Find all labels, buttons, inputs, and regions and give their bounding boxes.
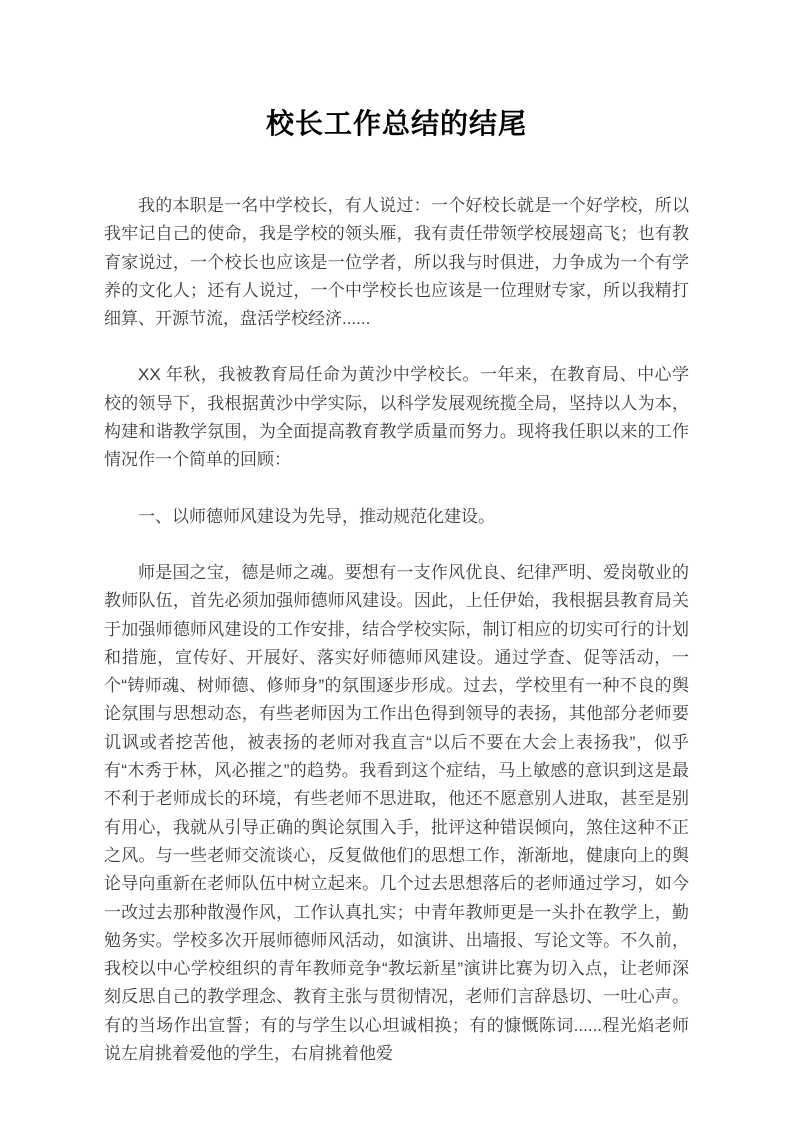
section-heading-1: 一、以师德师风建设为先导，推动规范化建设。: [138, 506, 495, 526]
paragraph-appointment: XX 年秋，我被教育局任命为黄沙中学校长。一年来，在教育局、中心学校的领导下，我根据黄沙中学实际，以科学发展观统揽全局，坚持以人为本，构建和谐教学氛围，为全面提高教育教学质量而努力。现将我任职以来的工作情况作一个简单的回顾：: [104, 365, 689, 470]
document-title: 校长工作总结的结尾: [265, 108, 527, 139]
paragraph-intro: 我的本职是一名中学校长，有人说过：一个好校长就是一个好学校，所以我牢记自己的使命，我是学校的领头雁，我有责任带领学校展翅高飞；也有教育家说过，一个校长也应该是一位学者，所以我与时俱进，力争成为一个有学养的文化人；还有人说过，一个中学校长也应该是一位理财专家，所以我精打细算、开源节流，盘活学校经济......: [104, 196, 689, 329]
paragraph-shide-shifeng: 师是国之宝，德是师之魂。要想有一支作风优良、纪律严明、爱岗敬业的教师队伍，首先必须加强师德师风建设。因此，上任伊始，我根据县教育局关于加强师德师风建设的工作安排，结合学校实际，制订相应的切实可行的计划和措施，宣传好、开展好、落实好师德师风建设。通过学查、促等活动，一个“铸师魂、树师德、修师身”的氛围逐步形成。过去，学校里有一种不良的舆论氛围与思想动态，有些老师因为工作出色得到领导的表扬，其他部分老师要讥讽或者挖苦他，被表扬的老师对我直言“以后不要在大会上表扬我”，似乎有“木秀于林，风必摧之”的趋势。我看到这个症结，马上敏感的意识到这是最不利于老师成长的环境，有些老师不思进取，他还不愿意别人进取，甚至是别有用心，我就从引导正确的舆论氛围入手，批评这种错误倾向，煞住这种不正之风。与一些老师交流谈心，反复做他们的思想工作，渐渐地，健康向上的舆论导向重新在老师队伍中树立起来。几个过去思想落后的老师通过学习，如今一改过去那种散漫作风，工作认真扎实；中青年教师更是一头扑在教学上，勤勉务实。学校多次开展师德师风活动，如演讲、出墙报、写论文等。不久前，我校以中心学校组织的青年教师竞争“教坛新星”演讲比赛为切入点，让老师深刻反思自己的教学理念、教育主张与贯彻情况，老师们言辞恳切、一吐心声。有的当场作出宣誓；有的与学生以心坦诚相换；有的慷慨陈词......程光焰老师说左肩挑着爱他的学生，右肩挑着他爱: [104, 562, 689, 1064]
